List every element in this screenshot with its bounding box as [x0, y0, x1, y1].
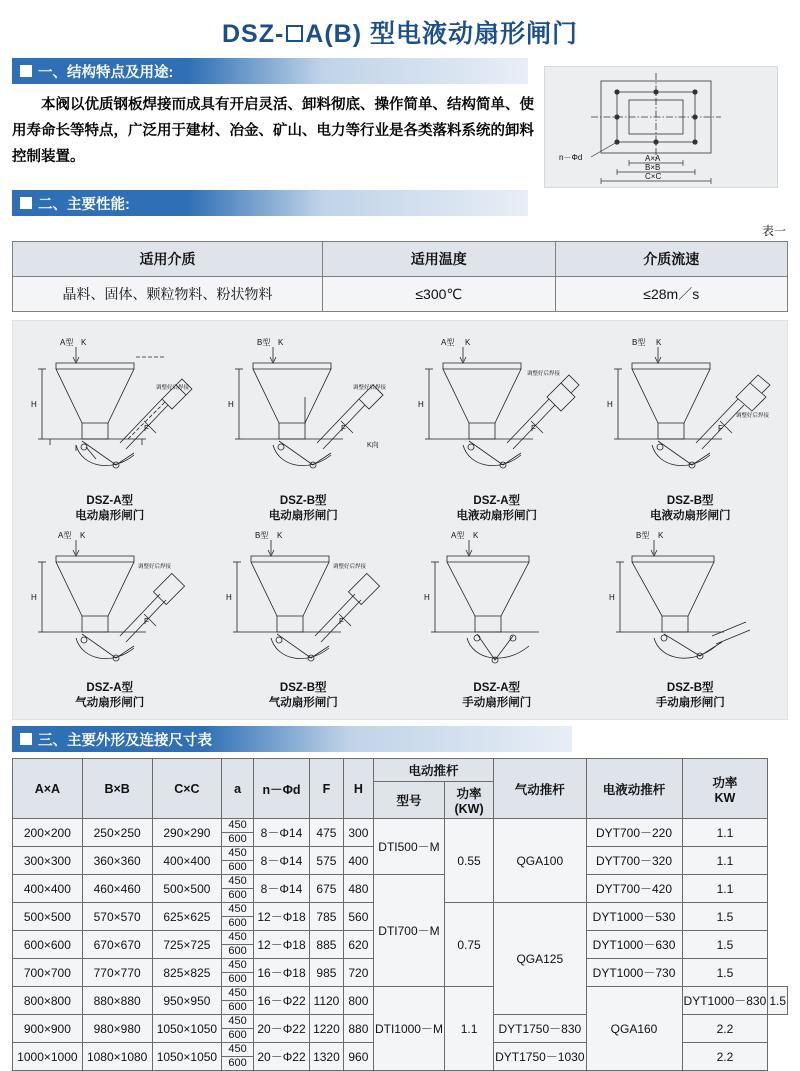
header-temperature: 适用温度: [323, 242, 556, 277]
cell-hyd: DYT700－220: [586, 819, 682, 847]
figure-h-label: H: [607, 400, 614, 409]
figure-h-label: H: [423, 593, 430, 602]
figure-caption-line1: DSZ-B型: [279, 682, 327, 694]
figure-note-label: 调整好后焊接: [333, 564, 367, 570]
header-power-kw-line2: KW: [714, 790, 736, 805]
cell-h: 620: [343, 931, 373, 959]
figure-k-label: K: [472, 531, 479, 540]
label-c-c: C×C: [645, 172, 662, 181]
cell-kw: 1.1: [682, 875, 768, 903]
figure-h-label: H: [228, 400, 235, 409]
cell-a-1: 450: [222, 819, 253, 833]
figure-type-label: A型: [440, 338, 455, 347]
figure-k-label: K: [658, 531, 664, 540]
cell-power-2: 0.75: [444, 903, 493, 987]
cell-power-1: 0.55: [444, 819, 493, 903]
cell-hyd: DYT1750－830: [494, 1015, 586, 1043]
cell-bb: 880×880: [82, 987, 152, 1015]
cell-bb: 570×570: [82, 903, 152, 931]
cell-a-1: 450: [222, 1043, 253, 1057]
figure-h-label: H: [30, 593, 37, 602]
figure-caption-line2: 气动扇形闸门: [268, 697, 338, 709]
header-model: 型号: [373, 782, 444, 819]
figure-k-label: K: [79, 531, 86, 540]
cell-bb: 670×670: [82, 931, 152, 959]
cell-aa: 200×200: [13, 819, 83, 847]
figure-f-label: F: [718, 424, 724, 433]
cell-h: 480: [343, 875, 373, 903]
cell-hyd: DYT700－420: [586, 875, 682, 903]
figure-drawing: [403, 524, 591, 679]
cell-h: 720: [343, 959, 373, 987]
figure-drawing: [596, 327, 784, 492]
cell-a-1: 450: [222, 987, 253, 1001]
cell-h: 960: [343, 1043, 373, 1071]
intro-text: [12, 84, 544, 174]
bar-tick-icon: [20, 65, 32, 77]
intro-paragraph: 本阀以优质钢板焊接而成具有开启灵活、卸料彻底、操作简单、结构简单、使用寿命长等特点，广泛用于建材、冶金、矿山、电力等行业是各类落料系统的卸料控制装置。: [12, 97, 534, 165]
cell-kw: 2.2: [682, 1043, 768, 1071]
figure-caption-line2: 电动扇形闸门: [75, 510, 145, 522]
figure-dsz-a-hydraulic: [400, 327, 594, 524]
cell-f: 1120: [310, 987, 344, 1015]
cell-a-2: 600: [228, 945, 247, 957]
figure-dsz-b-manual: [594, 524, 788, 711]
bar-tick-icon: [20, 197, 32, 209]
label-n-phi-d: n－Φd: [559, 153, 583, 162]
figure-caption-line1: DSZ-B型: [666, 495, 714, 507]
cell-qga-3: QGA160: [586, 987, 682, 1071]
cell-bb: 770×770: [82, 959, 152, 987]
cell-bb: 980×980: [82, 1015, 152, 1043]
cell-nd: 8－Φ14: [253, 819, 309, 847]
header-nd: n－Φd: [253, 759, 309, 819]
dimension-table: [12, 758, 788, 1071]
cell-a: [222, 903, 254, 931]
table-row: [13, 819, 788, 847]
cell-a-1: 450: [222, 931, 253, 945]
cell-kw: 1.5: [768, 987, 788, 1015]
cell-cc: 1050×1050: [152, 1043, 222, 1071]
section-header-2-label: 二、主要性能:: [38, 196, 130, 213]
cell-hyd: DYT1000－730: [586, 959, 682, 987]
figure-note-label: 调整好后焊接: [526, 371, 560, 377]
figure-k-label: K: [656, 338, 662, 347]
figure-drawing: [16, 327, 204, 492]
cell-f: 1220: [310, 1015, 344, 1043]
cell-f: 785: [310, 903, 344, 931]
header-electric-pushrod: 电动推杆: [373, 759, 493, 782]
figure-caption-line2: 气动扇形闸门: [75, 697, 145, 709]
cell-a-2: 600: [228, 1057, 247, 1069]
figure-drawing: [596, 524, 784, 679]
performance-table: [12, 241, 788, 312]
figure-h-label: H: [30, 400, 37, 409]
section-header-3: [12, 726, 572, 752]
figure-dsz-b-hydraulic: [594, 327, 788, 524]
cell-model-1: DTI500－M: [373, 819, 444, 875]
header-power-kw-line1: 功率: [712, 775, 738, 790]
value-velocity: ≤28m／s: [555, 277, 788, 312]
figure-drawing: [403, 327, 591, 492]
cell-a: [222, 819, 254, 847]
figure-f-label: F: [530, 424, 536, 433]
section-header-1-label: 一、结构特点及用途:: [38, 64, 174, 81]
cell-aa: 700×700: [13, 959, 83, 987]
figure-note-label: 调整好后焊接: [736, 413, 770, 419]
cell-hyd: DYT700－320: [586, 847, 682, 875]
header-power: 功率(KW): [444, 782, 493, 819]
cell-f: 985: [310, 959, 344, 987]
figure-f-label: F: [143, 424, 149, 433]
cell-a: [222, 959, 254, 987]
cell-f: 575: [310, 847, 344, 875]
cell-hyd: DYT1000－530: [586, 903, 682, 931]
figure-caption-line2: 电动扇形闸门: [268, 510, 338, 522]
header-a: a: [222, 759, 254, 819]
cell-a: [222, 847, 254, 875]
dimension-table-wrap: [12, 758, 788, 1071]
header-velocity: 介质流速: [555, 242, 788, 277]
figure-dsz-b-electric: [207, 327, 401, 524]
table-row: [13, 277, 788, 312]
cell-kw: 2.2: [682, 1015, 768, 1043]
cell-aa: 500×500: [13, 903, 83, 931]
table-header-row: [13, 242, 788, 277]
cell-power-3: 1.1: [444, 987, 493, 1071]
cell-aa: 900×900: [13, 1015, 83, 1043]
cell-f: 1320: [310, 1043, 344, 1071]
cell-a-2: 600: [228, 917, 247, 929]
cell-f: 675: [310, 875, 344, 903]
figure-type-label: A型: [57, 531, 72, 540]
cell-bb: 1080×1080: [82, 1043, 152, 1071]
figure-f-label: F: [339, 617, 345, 626]
figure-kx-label: K向: [367, 442, 379, 449]
header-hydraulic-pushrod: 电液动推杆: [586, 759, 682, 819]
page-title: [0, 0, 800, 58]
cell-cc: 400×400: [152, 847, 222, 875]
figure-drawing: [209, 327, 397, 492]
header-h: H: [343, 759, 373, 819]
cell-cc: 1050×1050: [152, 1015, 222, 1043]
cell-a: [222, 1043, 254, 1071]
section-header-2: [12, 190, 528, 216]
cell-aa: 600×600: [13, 931, 83, 959]
cell-a-2: 600: [228, 889, 247, 901]
figure-type-label: B型: [632, 338, 646, 347]
cell-a: [222, 1015, 254, 1043]
cell-kw: 1.5: [682, 903, 768, 931]
cell-aa: 300×300: [13, 847, 83, 875]
cell-nd: 8－Φ14: [253, 875, 309, 903]
figure-caption-line1: DSZ-A型: [473, 682, 521, 694]
figure-k-label: K: [277, 531, 283, 540]
cell-h: 400: [343, 847, 373, 875]
title-prefix: DSZ-: [221, 20, 285, 48]
cell-a-1: 450: [222, 875, 253, 889]
cell-a: [222, 987, 254, 1015]
cell-a-2: 600: [228, 1001, 247, 1013]
cell-h: 800: [343, 987, 373, 1015]
cell-nd: 20－Φ22: [253, 1043, 309, 1071]
cell-model-2: DTI700－M: [373, 875, 444, 987]
cell-cc: 625×625: [152, 903, 222, 931]
cell-kw: 1.1: [682, 819, 768, 847]
cell-qga-1: QGA100: [494, 819, 586, 903]
label-a-a: A×A: [645, 154, 661, 163]
figure-dsz-a-electric: [13, 327, 207, 524]
header-pneumatic-pushrod: 气动推杆: [494, 759, 586, 819]
cell-bb: 250×250: [82, 819, 152, 847]
title-suffix: A(B) 型电液动扇形闸门: [305, 20, 579, 48]
cell-aa: 1000×1000: [13, 1043, 83, 1071]
figure-caption-line2: 手动扇形闸门: [462, 697, 532, 709]
cell-h: 560: [343, 903, 373, 931]
value-temperature: ≤300℃: [323, 277, 556, 312]
figure-caption-line2: 电液动扇形闸门: [650, 510, 731, 522]
table-row: [13, 987, 788, 1015]
header-medium: 适用介质: [13, 242, 323, 277]
cell-aa: 800×800: [13, 987, 83, 1015]
cell-kw: 1.5: [682, 959, 768, 987]
cell-cc: 290×290: [152, 819, 222, 847]
figure-dsz-a-manual: [400, 524, 594, 711]
cell-cc: 825×825: [152, 959, 222, 987]
figure-drawing: [209, 524, 397, 679]
section-header-3-label: 三、主要外形及连接尺寸表: [38, 732, 212, 749]
cell-cc: 500×500: [152, 875, 222, 903]
flange-drawing: [545, 67, 777, 187]
cell-h: 880: [343, 1015, 373, 1043]
cell-f: 885: [310, 931, 344, 959]
figure-type-label: B型: [255, 531, 269, 540]
header-bb: B×B: [82, 759, 152, 819]
header-f: F: [310, 759, 344, 819]
cell-cc: 950×950: [152, 987, 222, 1015]
figure-caption-line2: 电液动扇形闸门: [456, 510, 537, 522]
figure-h-label: H: [609, 593, 616, 602]
cell-hyd: DYT1750－1030: [494, 1043, 586, 1071]
bar-tick-icon: [20, 733, 32, 745]
figure-caption-line1: DSZ-A型: [86, 495, 134, 507]
cell-nd: 8－Φ14: [253, 847, 309, 875]
cell-aa: 400×400: [13, 875, 83, 903]
figure-caption-line2: 手动扇形闸门: [655, 697, 725, 709]
figure-k-label: K: [278, 338, 284, 347]
label-b-b: B×B: [645, 163, 661, 172]
cell-a-1: 450: [222, 1015, 253, 1029]
cell-a-1: 450: [222, 959, 253, 973]
figure-note-label: 调整好后焊接: [137, 564, 171, 570]
table-row: [13, 875, 788, 903]
figure-caption-line1: DSZ-B型: [279, 495, 327, 507]
cell-kw: 1.1: [682, 847, 768, 875]
figure-type-label: A型: [59, 338, 74, 347]
cell-nd: 20－Φ22: [253, 1015, 309, 1043]
figure-row-1: [13, 327, 787, 524]
cell-hyd: DYT1000－630: [586, 931, 682, 959]
figure-dsz-a-pneumatic: [13, 524, 207, 711]
cell-nd: 16－Φ18: [253, 959, 309, 987]
cell-model-3: DTI1000－M: [373, 987, 444, 1071]
figure-k-label: K: [464, 338, 471, 347]
performance-table-wrap: [12, 241, 788, 312]
cell-a-2: 600: [228, 861, 247, 873]
header-aa: A×A: [13, 759, 83, 819]
cell-h: 300: [343, 819, 373, 847]
section-header-1: [12, 58, 528, 84]
connection-dimension-diagram: [544, 66, 778, 188]
figure-f-label: F: [143, 617, 149, 626]
figure-note-label: 调整好后焊接: [353, 385, 387, 391]
cell-a-2: 600: [228, 973, 247, 985]
cell-nd: 12－Φ18: [253, 931, 309, 959]
figure-type-label: A型: [450, 531, 465, 540]
figure-type-label: B型: [636, 531, 650, 540]
header-cc: C×C: [152, 759, 222, 819]
figure-caption-line1: DSZ-A型: [473, 495, 521, 507]
header-power-kw: [682, 759, 768, 819]
cell-qga-2: QGA125: [494, 903, 586, 1015]
cell-f: 475: [310, 819, 344, 847]
cell-nd: 16－Φ22: [253, 987, 309, 1015]
figure-h-label: H: [226, 593, 233, 602]
cell-kw: 1.5: [682, 931, 768, 959]
figure-f-label: F: [341, 424, 347, 433]
figure-note-label: 调整好后焊接: [155, 385, 189, 391]
table-header-row: [13, 759, 788, 782]
figure-h-label: H: [417, 400, 424, 409]
cell-cc: 725×725: [152, 931, 222, 959]
cell-hyd: DYT1000－830: [682, 987, 768, 1015]
cell-a-2: 600: [228, 1029, 247, 1041]
figure-panel: [12, 320, 788, 720]
value-medium: 晶料、固体、颗粒物料、粉状物料: [13, 277, 323, 312]
square-placeholder-icon: [286, 25, 303, 42]
figure-k-label: K: [80, 338, 87, 347]
cell-a-1: 450: [222, 847, 253, 861]
cell-a-2: 600: [228, 833, 247, 845]
figure-row-2: [13, 524, 787, 711]
figure-caption-line1: DSZ-A型: [86, 682, 134, 694]
figure-caption-line1: DSZ-B型: [666, 682, 714, 694]
cell-a: [222, 875, 254, 903]
figure-drawing: [16, 524, 204, 679]
cell-a-1: 450: [222, 903, 253, 917]
table-caption: 表一: [761, 224, 786, 238]
cell-bb: 360×360: [82, 847, 152, 875]
cell-nd: 12－Φ18: [253, 903, 309, 931]
cell-a: [222, 931, 254, 959]
figure-dsz-b-pneumatic: [207, 524, 401, 711]
cell-bb: 460×460: [82, 875, 152, 903]
figure-type-label: B型: [257, 338, 271, 347]
